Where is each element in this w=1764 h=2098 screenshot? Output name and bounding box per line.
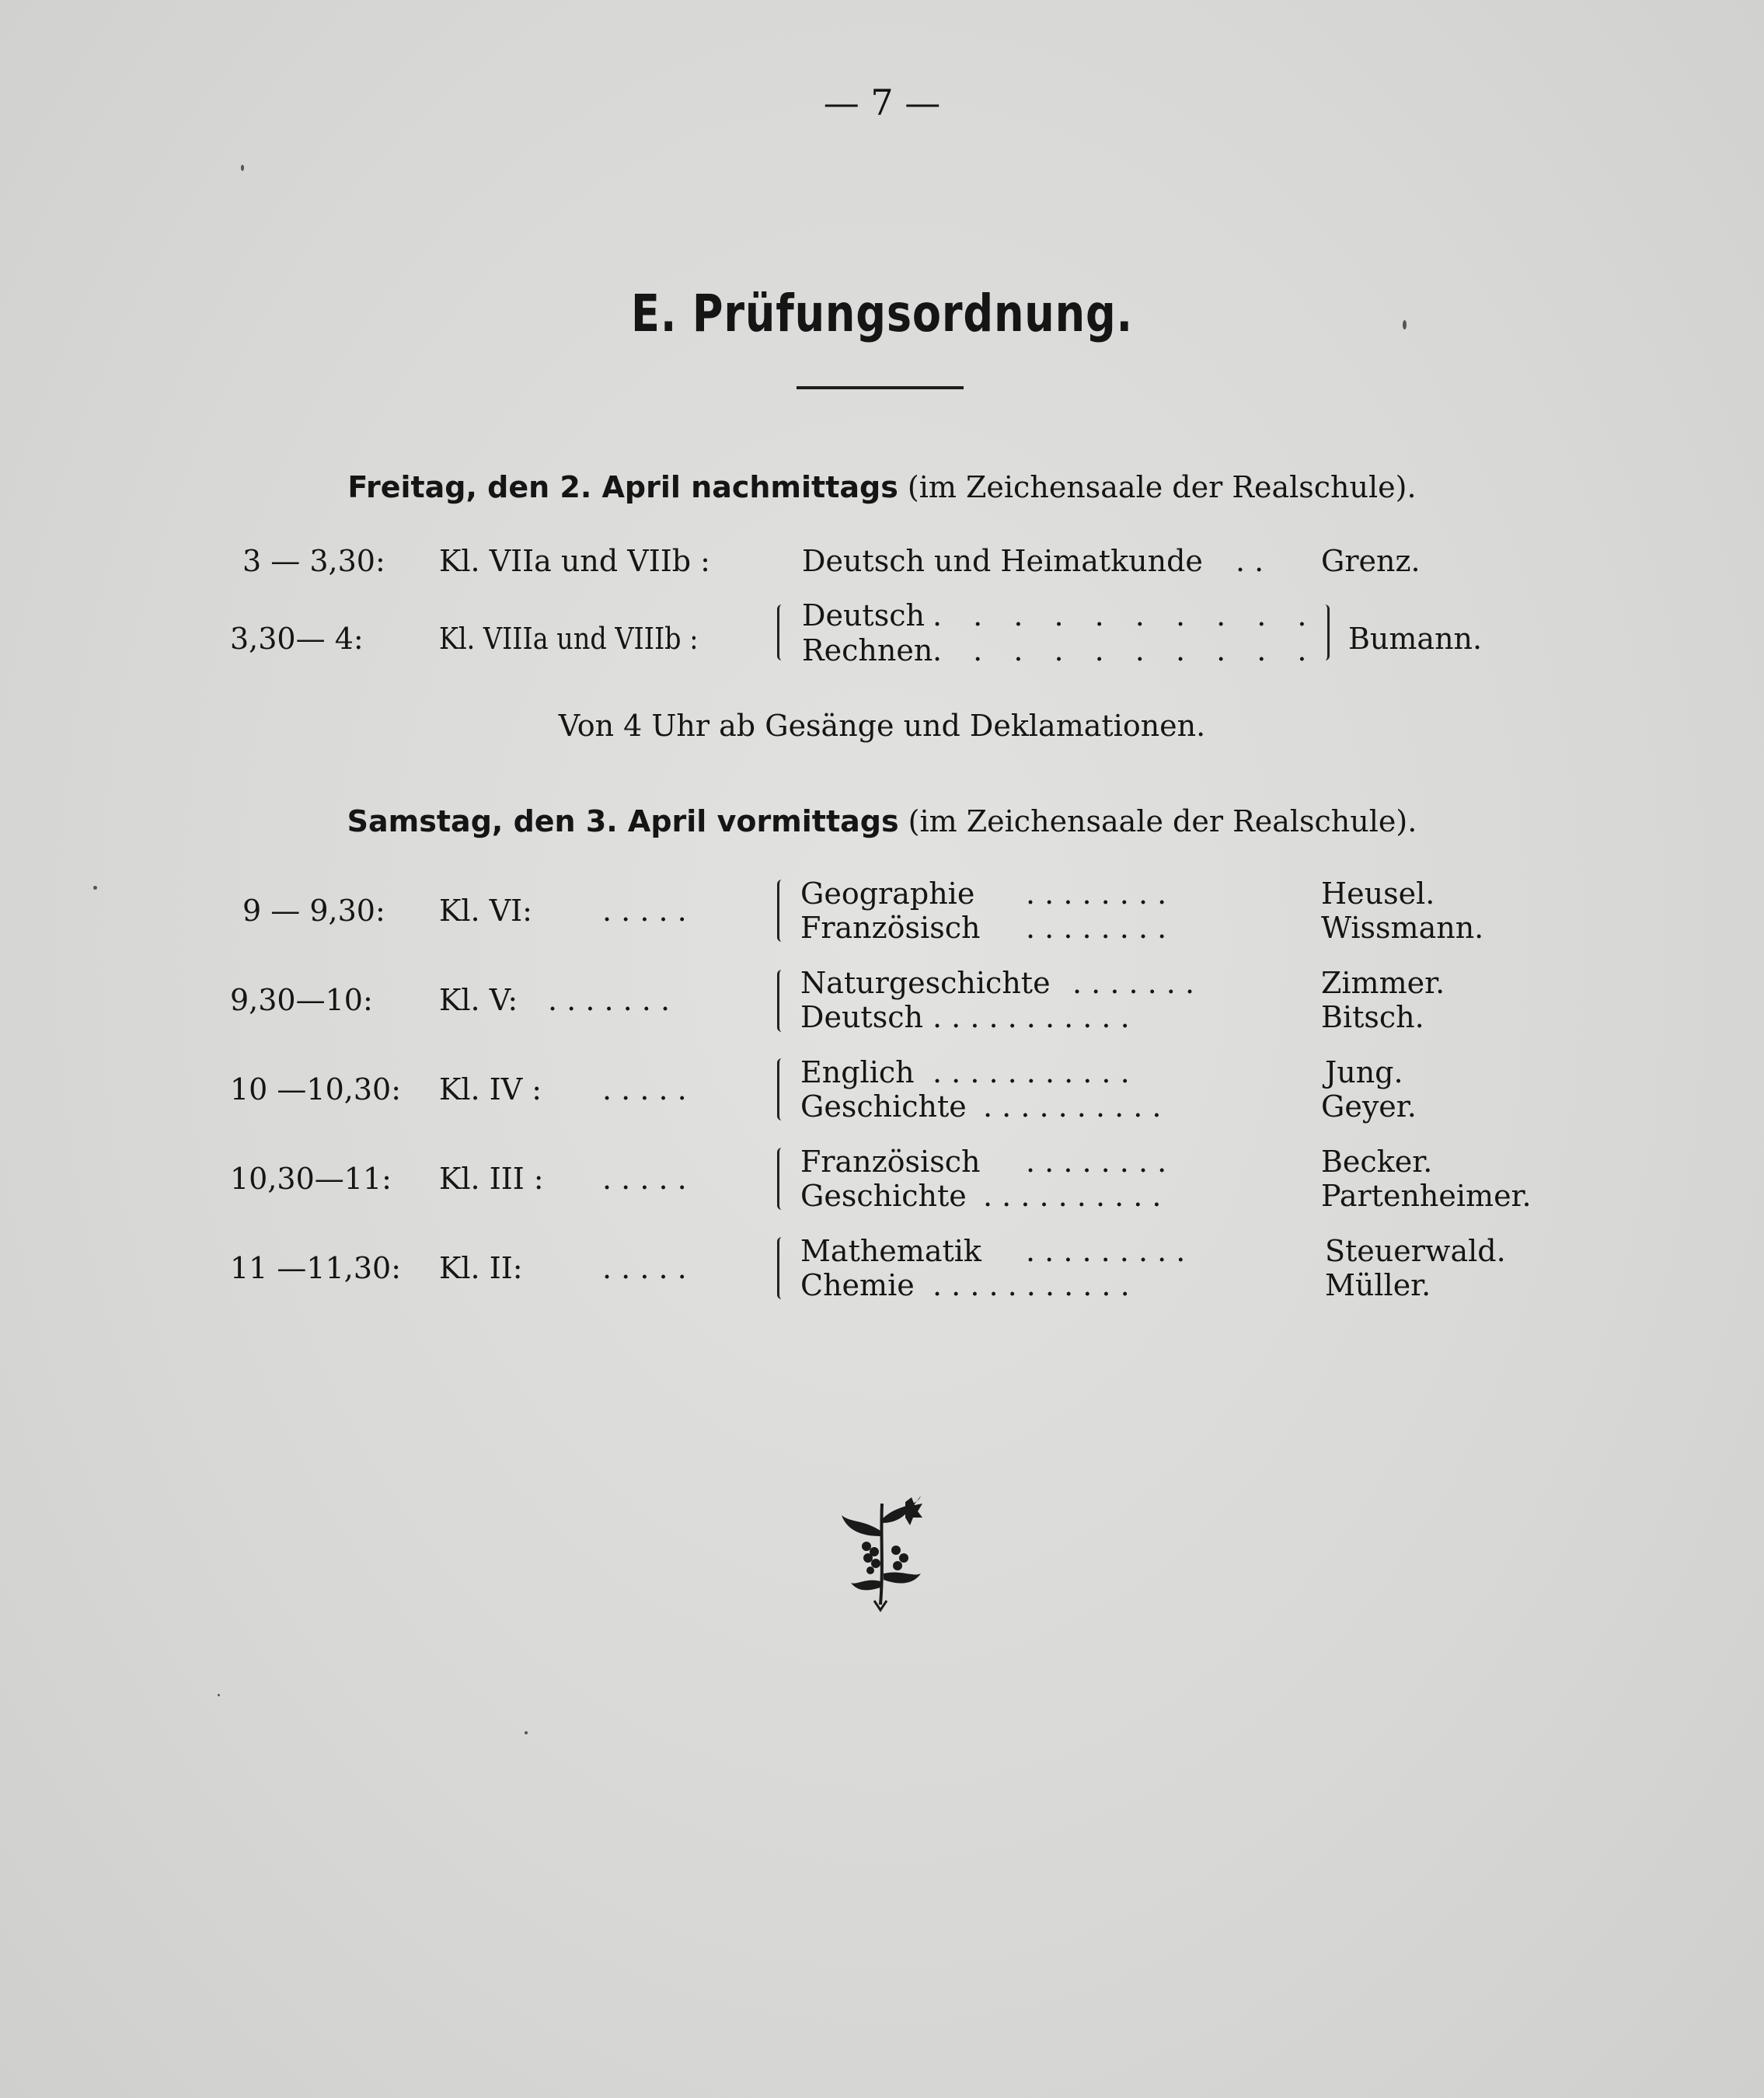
saturday-row-3-dots-1: . . . . . . . . . . . bbox=[933, 1055, 1130, 1089]
saturday-row-5-class-dots: . . . . . bbox=[602, 1251, 687, 1285]
saturday-row-1-dots-1: . . . . . . . . bbox=[1026, 876, 1167, 911]
friday-row-2-brace-right bbox=[1321, 605, 1330, 660]
saturday-row-4-subject-2: Geschichte bbox=[800, 1179, 967, 1213]
friday-row-2-time: 3,30— 4: bbox=[230, 622, 364, 656]
saturday-row-4-brace bbox=[777, 1148, 786, 1210]
saturday-row-5-teacher-1: Steuerwald. bbox=[1325, 1234, 1506, 1268]
saturday-row-5-dots-2: . . . . . . . . . . . bbox=[933, 1268, 1130, 1302]
saturday-row-5-subject-1: Mathematik bbox=[800, 1234, 981, 1268]
friday-row-2-subject-2: Rechnen bbox=[802, 633, 933, 667]
friday-row-2-teacher: Bumann. bbox=[1348, 622, 1483, 656]
saturday-row-3-subject-2: Geschichte bbox=[800, 1089, 967, 1124]
saturday-row-2-dots-1: . . . . . . . bbox=[1072, 966, 1195, 1000]
friday-row-1-teacher: Grenz. bbox=[1321, 544, 1421, 578]
saturday-row-2-time: 9,30—10: bbox=[230, 983, 373, 1017]
friday-title-bold: Freitag, den 2. April nachmittags bbox=[347, 470, 898, 504]
saturday-row-4-dots-1: . . . . . . . . bbox=[1026, 1145, 1167, 1179]
saturday-row-5-class: Kl. II: bbox=[439, 1251, 523, 1285]
friday-note: Von 4 Uhr ab Gesänge und Deklamationen. bbox=[558, 709, 1206, 743]
saturday-row-1-class: Kl. VI: bbox=[439, 894, 532, 928]
saturday-row-5-brace bbox=[777, 1237, 786, 1299]
paper-speck bbox=[1403, 320, 1407, 329]
friday-row-1-class: Kl. VIIa und VIIb : bbox=[439, 544, 710, 578]
saturday-row-1-subject-1: Geographie bbox=[800, 876, 975, 911]
paper-speck bbox=[525, 1731, 528, 1734]
saturday-row-1-dots-2: . . . . . . . . bbox=[1026, 911, 1167, 945]
saturday-row-2-teacher-2: Bitsch. bbox=[1321, 1000, 1424, 1034]
saturday-row-3-dots-2: . . . . . . . . . . bbox=[983, 1089, 1162, 1124]
saturday-row-3-teacher-2: Geyer. bbox=[1321, 1089, 1417, 1124]
saturday-row-3-class: Kl. IV : bbox=[439, 1072, 542, 1107]
vine-leaf-ornament-icon bbox=[835, 1488, 929, 1612]
page-number: — 7 — bbox=[823, 82, 941, 124]
friday-row-2-brace bbox=[777, 605, 786, 660]
saturday-row-5-subject-2: Chemie bbox=[800, 1268, 915, 1302]
friday-row-2-subject-1: Deutsch bbox=[802, 598, 925, 633]
saturday-row-4-class: Kl. III : bbox=[439, 1162, 544, 1196]
section-heading: E. Prüfungsordnung. bbox=[631, 284, 1133, 343]
saturday-row-1-subject-2: Französisch bbox=[800, 911, 981, 945]
saturday-title bbox=[0, 804, 1764, 838]
saturday-row-5-dots-1: . . . . . . . . . bbox=[1026, 1234, 1186, 1268]
saturday-row-2-subject-1: Naturgeschichte bbox=[800, 966, 1051, 1000]
paper-speck bbox=[218, 1694, 220, 1696]
friday-title-rest: (im Zeichensaale der Realschule). bbox=[898, 470, 1417, 504]
saturday-row-1-time: 9 — 9,30: bbox=[242, 894, 385, 928]
saturday-row-4-subject-1: Französisch bbox=[800, 1145, 981, 1179]
saturday-row-5-teacher-2: Müller. bbox=[1325, 1268, 1431, 1302]
saturday-row-3-brace bbox=[777, 1058, 786, 1120]
saturday-title-bold: Samstag, den 3. April vormittags bbox=[347, 804, 899, 838]
saturday-row-4-teacher-2: Partenheimer. bbox=[1321, 1179, 1532, 1213]
paper-speck bbox=[93, 886, 97, 890]
friday-row-2-dots-2: . . . . . . . . . . bbox=[933, 633, 1318, 667]
saturday-row-4-teacher-1: Becker. bbox=[1321, 1145, 1433, 1179]
saturday-row-1-teacher-1: Heusel. bbox=[1321, 876, 1435, 911]
saturday-row-2-teacher-1: Zimmer. bbox=[1321, 966, 1445, 1000]
saturday-row-2-brace bbox=[777, 970, 786, 1032]
friday-row-1-time: 3 — 3,30: bbox=[242, 544, 385, 578]
saturday-row-2-class-dots: . . . . . . . bbox=[548, 983, 671, 1017]
friday-title bbox=[0, 470, 1764, 504]
saturday-row-5-time: 11 —11,30: bbox=[230, 1251, 402, 1285]
saturday-row-4-dots-2: . . . . . . . . . . bbox=[983, 1179, 1162, 1213]
saturday-row-1-teacher-2: Wissmann. bbox=[1321, 911, 1484, 945]
saturday-row-1-class-dots: . . . . . bbox=[602, 894, 687, 928]
saturday-row-3-subject-1: Englich bbox=[800, 1055, 915, 1089]
saturday-row-4-time: 10,30—11: bbox=[230, 1162, 392, 1196]
saturday-row-3-class-dots: . . . . . bbox=[602, 1072, 687, 1107]
saturday-row-2-dots-2: . . . . . . . . . . . bbox=[933, 1000, 1130, 1034]
friday-row-1-subject: Deutsch und Heimatkunde bbox=[802, 544, 1203, 578]
paper-speck bbox=[241, 165, 244, 171]
saturday-row-2-subject-2: Deutsch bbox=[800, 1000, 923, 1034]
saturday-row-4-class-dots: . . . . . bbox=[602, 1162, 687, 1196]
saturday-title-rest: (im Zeichensaale der Realschule). bbox=[898, 804, 1417, 838]
friday-row-2-dots-1: . . . . . . . . . . bbox=[933, 598, 1318, 633]
saturday-row-3-time: 10 —10,30: bbox=[230, 1072, 402, 1107]
friday-row-1-dots: . . bbox=[1236, 544, 1264, 578]
heading-rule bbox=[797, 386, 964, 389]
friday-row-2-class: Kl. VIIIa und VIIIb : bbox=[439, 622, 699, 656]
saturday-row-1-brace bbox=[777, 880, 786, 942]
saturday-row-2-class: Kl. V: bbox=[439, 983, 518, 1017]
saturday-row-3-teacher-1: Jung. bbox=[1325, 1055, 1403, 1089]
